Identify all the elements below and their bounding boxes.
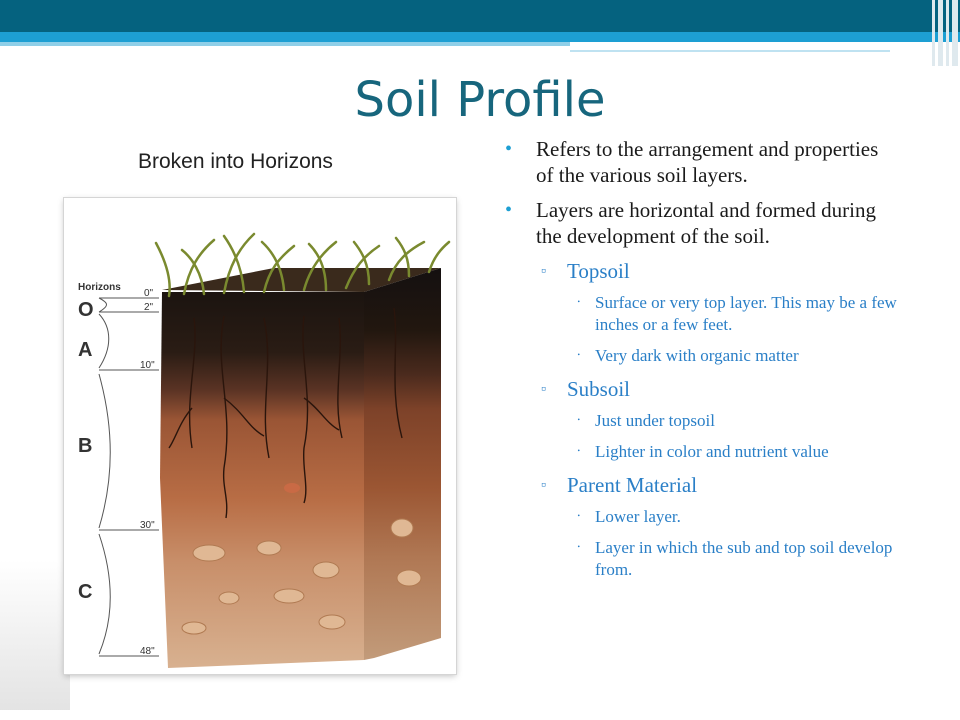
section-title: Parent Material <box>567 473 698 497</box>
header-vertical-bars <box>930 0 960 66</box>
sub-bullet-item <box>505 345 900 367</box>
section-title: Topsoil <box>567 259 630 283</box>
small-bullet-icon: ∙ <box>577 295 581 310</box>
soil-side-face <box>364 268 441 660</box>
sub-bullet-item <box>505 537 900 581</box>
sub-bullet-item <box>505 410 900 432</box>
bullet-item <box>505 197 900 249</box>
header-bar <box>0 0 960 32</box>
decorative-shadow <box>0 560 70 710</box>
section-topsoil <box>505 258 900 284</box>
sub-bullet-item <box>505 506 900 528</box>
horizon-a-label: A <box>78 339 93 361</box>
section-title: Subsoil <box>567 377 631 401</box>
sub-bullet-text: Lower layer. <box>595 507 681 526</box>
horizon-b-label: B <box>78 435 93 457</box>
soil-profile-illustration <box>64 198 456 674</box>
clay-nodule <box>284 483 300 493</box>
sub-bullet-item <box>505 292 900 336</box>
section-subsoil <box>505 376 900 402</box>
sub-bullet-text: Layer in which the sub and top soil develop from. <box>595 538 893 579</box>
sub-bullet-text: Surface or very top layer. This may be a few inches or a few feet. <box>595 293 897 334</box>
bullet-item <box>505 136 900 188</box>
bullet-dot-icon: • <box>505 138 513 160</box>
soil-front-face <box>160 292 364 668</box>
depth-label-48: 48" <box>140 646 155 657</box>
horizons-heading: Horizons <box>78 282 121 293</box>
depth-label-2: 2" <box>144 302 154 313</box>
square-bullet-icon: ▫ <box>541 382 546 397</box>
small-bullet-icon: ∙ <box>577 348 581 363</box>
horizon-c-label: C <box>78 581 93 603</box>
depth-label-0: 0" <box>144 288 154 299</box>
square-bullet-icon: ▫ <box>541 478 546 493</box>
slide-content <box>505 136 900 590</box>
horizon-brackets <box>99 298 159 656</box>
slide-title: Soil Profile <box>354 72 606 128</box>
small-bullet-icon: ∙ <box>577 540 581 555</box>
header-stripe <box>0 42 570 46</box>
depth-label-10: 10" <box>140 360 155 371</box>
depth-label-30: 30" <box>140 520 155 531</box>
sub-bullet-text: Just under topsoil <box>595 411 715 430</box>
bullet-dot-icon: • <box>505 199 513 221</box>
small-bullet-icon: ∙ <box>577 413 581 428</box>
small-bullet-icon: ∙ <box>577 444 581 459</box>
header-accent-bar <box>0 32 960 42</box>
figure-caption: Broken into Horizons <box>138 150 333 173</box>
horizon-o-label: O <box>78 299 94 321</box>
sub-bullet-text: Very dark with organic matter <box>595 346 799 365</box>
sub-bullet-item <box>505 441 900 463</box>
bullet-text: Refers to the arrangement and properties of the various soil layers. <box>536 137 879 187</box>
soil-profile-figure <box>64 198 456 674</box>
header-line <box>570 50 890 52</box>
bullet-text: Layers are horizontal and formed during the development of the soil. <box>536 198 876 248</box>
section-parent-material <box>505 472 900 498</box>
square-bullet-icon: ▫ <box>541 264 546 279</box>
sub-bullet-text: Lighter in color and nutrient value <box>595 442 829 461</box>
small-bullet-icon: ∙ <box>577 509 581 524</box>
